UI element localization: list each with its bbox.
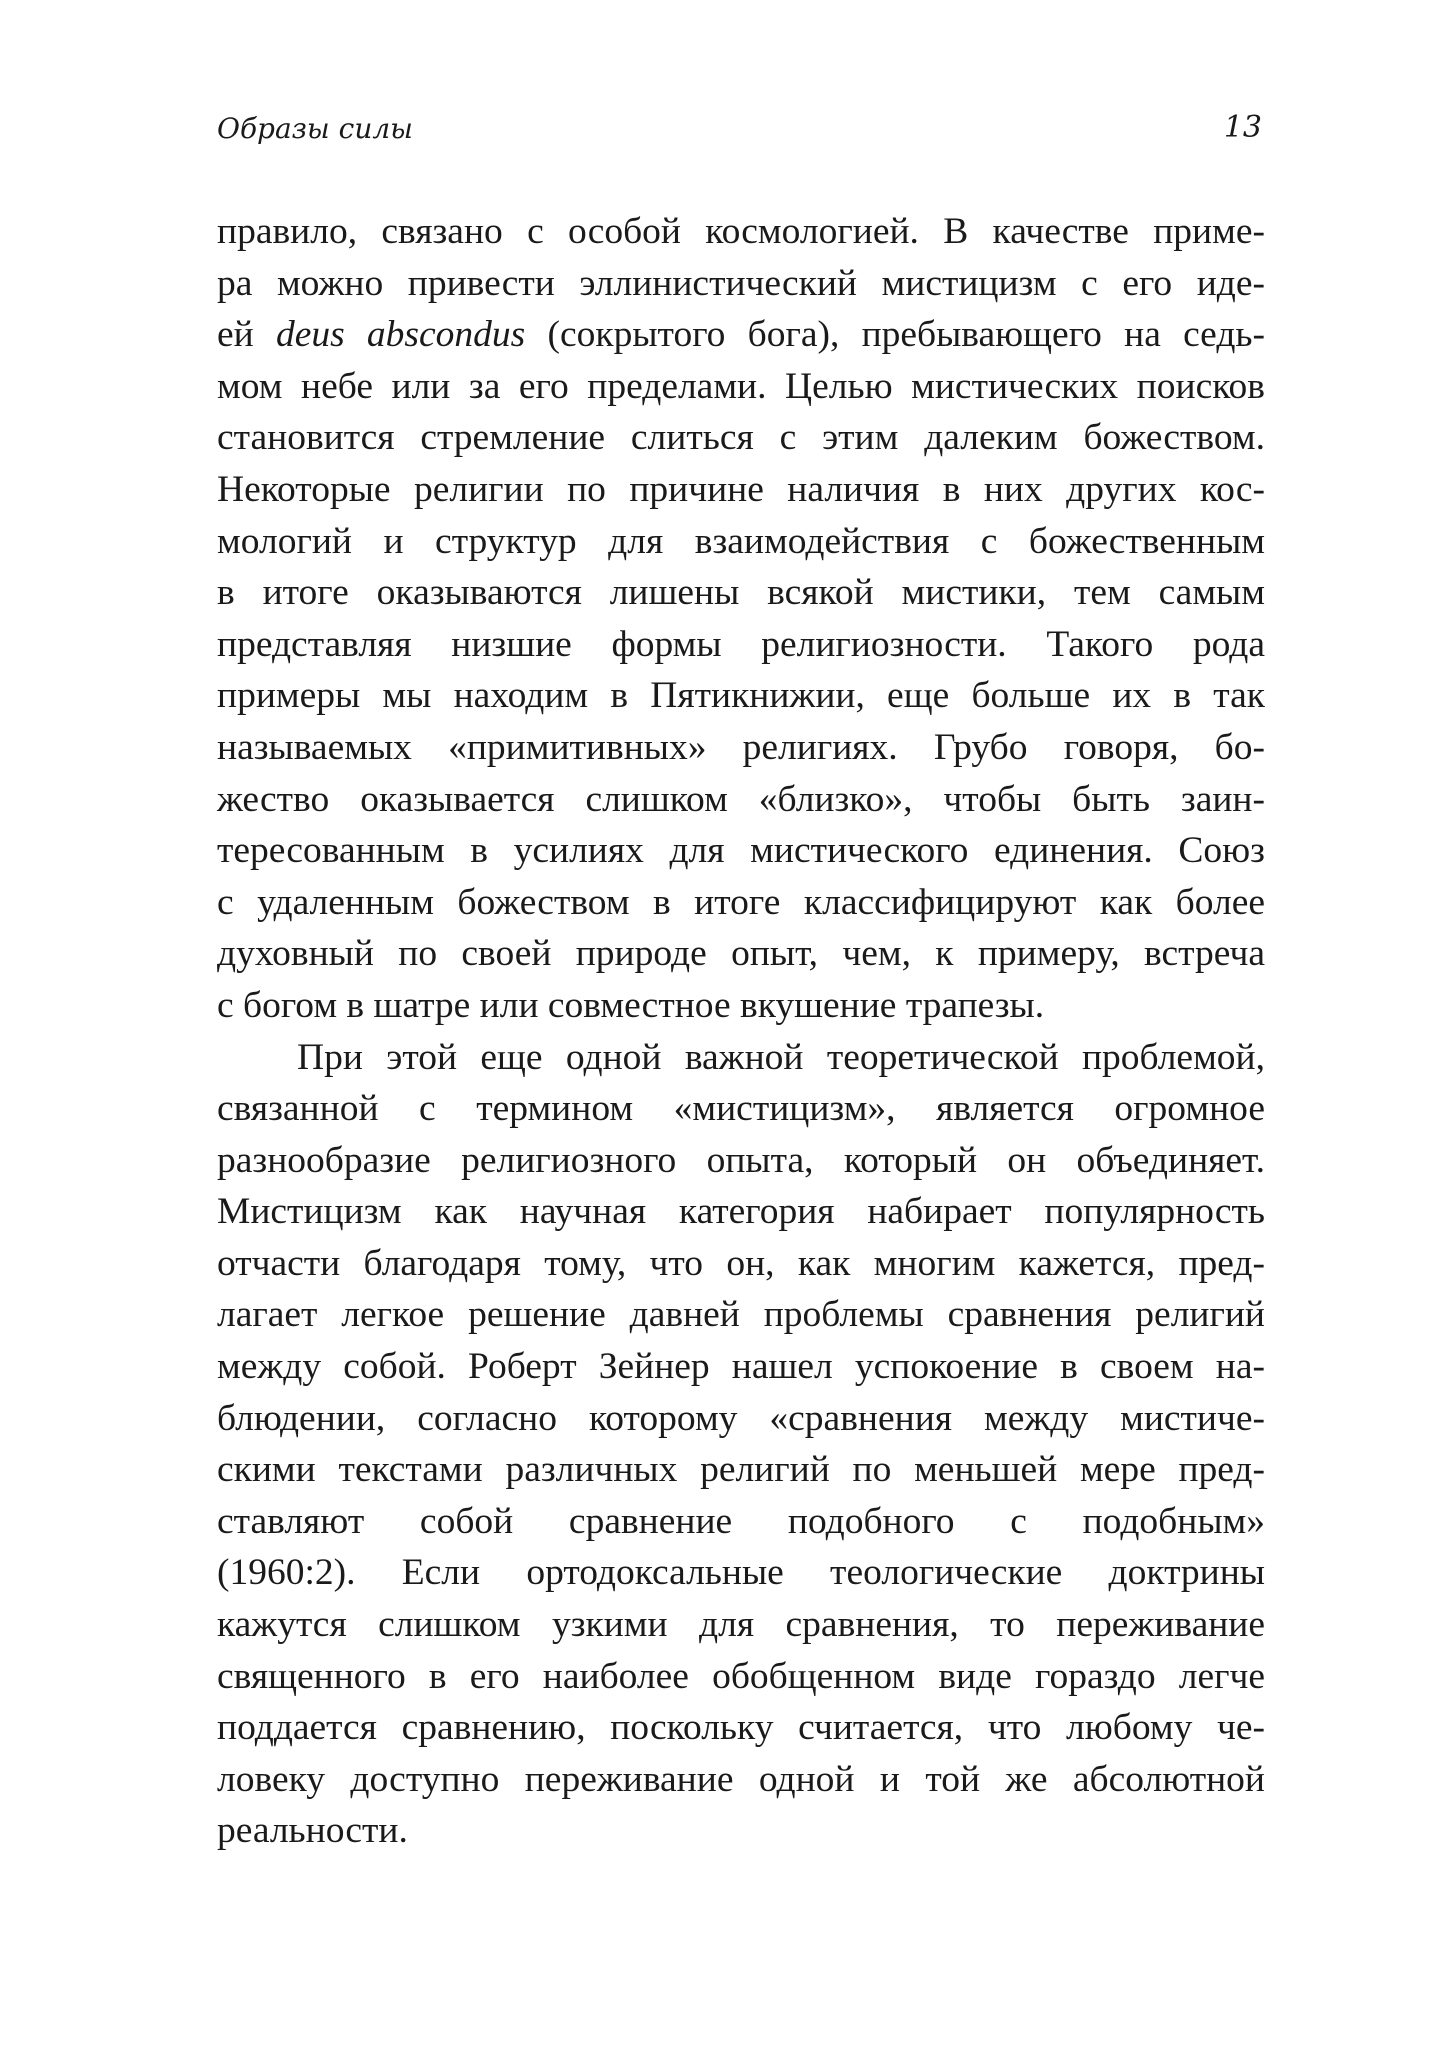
text-line: Мистицизм как научная категория набирает популярность [217, 1191, 1265, 1233]
text-line: разнообразие религиозного опыта, который он объединяет. [217, 1139, 1265, 1181]
text-line: мологий и структур для взаимодействия с божественным [217, 520, 1265, 562]
text-line: духовный по своей природе опыт, чем, к примеру, встреча [217, 933, 1265, 975]
text-line: ставляют собой сравнение подобного с подобным» [217, 1500, 1265, 1542]
text-line: скими текстами различных религий по меньшей мере пред- [217, 1449, 1265, 1491]
text-line: в итоге оказываются лишены всякой мистики, тем самым [217, 572, 1265, 614]
paragraph-1 [217, 206, 1265, 1032]
text-line: отчасти благодаря тому, что он, как многим кажется, пред- [217, 1242, 1265, 1284]
text-line: реальности. [217, 1810, 408, 1852]
text-line: ловеку доступно переживание одной и той же абсолютной [217, 1758, 1265, 1800]
text-line: становится стремление слиться с этим далеким божеством. [217, 417, 1265, 459]
text-line [217, 309, 1265, 361]
running-head: Образы силы [217, 112, 413, 145]
text-line: поддается сравнению, поскольку считается, что любому че- [217, 1707, 1265, 1749]
text-line: представляя низшие формы религиозности. Такого рода [217, 623, 1265, 665]
text-line: мом небе или за его пределами. Целью мистических поисков [217, 365, 1265, 407]
text-line: кажутся слишком узкими для сравнения, то переживание [217, 1604, 1265, 1646]
text-line: лагает легкое решение давней проблемы сравнения религий [217, 1294, 1265, 1336]
text-line: блюдении, согласно которому «сравнения между мистиче- [217, 1397, 1265, 1439]
body-text [217, 206, 1265, 1857]
text-line: (1960:2). Если ортодоксальные теологические доктрины [217, 1552, 1265, 1594]
text-fragment: ей [217, 314, 276, 356]
latin-term: deus abscondus [275, 314, 526, 356]
text-line: жество оказывается слишком «близко», чтобы быть заин- [217, 778, 1265, 820]
text-line: священного в его наиболее обобщенном виде гораздо легче [217, 1655, 1265, 1697]
text-line: Некоторые религии по причине наличия в них других кос- [217, 468, 1265, 510]
text-line: При этой еще одной важной теоретической проблемой, [297, 1036, 1265, 1078]
text-line: с удаленным божеством в итоге классифицируют как более [217, 881, 1265, 923]
text-line: связанной с термином «мистицизм», является огромное [217, 1088, 1265, 1130]
text-line: ра можно привести эллинистический мистицизм с его иде- [217, 262, 1265, 304]
text-line: называемых «примитивных» религиях. Грубо говоря, бо- [217, 726, 1265, 768]
text-line: тересованным в усилиях для мистического единения. Союз [217, 830, 1265, 872]
text-line: с богом в шатре или совместное вкушение трапезы. [217, 984, 1045, 1026]
paragraph-2 [217, 1032, 1265, 1858]
page-number: 13 [1223, 110, 1262, 145]
text-line: правило, связано с особой космологией. В качестве приме- [217, 211, 1265, 252]
text-line: примеры мы находим в Пятикнижии, еще больше их в так [217, 675, 1265, 717]
text-line: между собой. Роберт Зейнер нашел успокоение в своем на- [217, 1346, 1265, 1388]
text-fragment: (сокрытого бога), пребывающего на седь- [525, 314, 1265, 356]
